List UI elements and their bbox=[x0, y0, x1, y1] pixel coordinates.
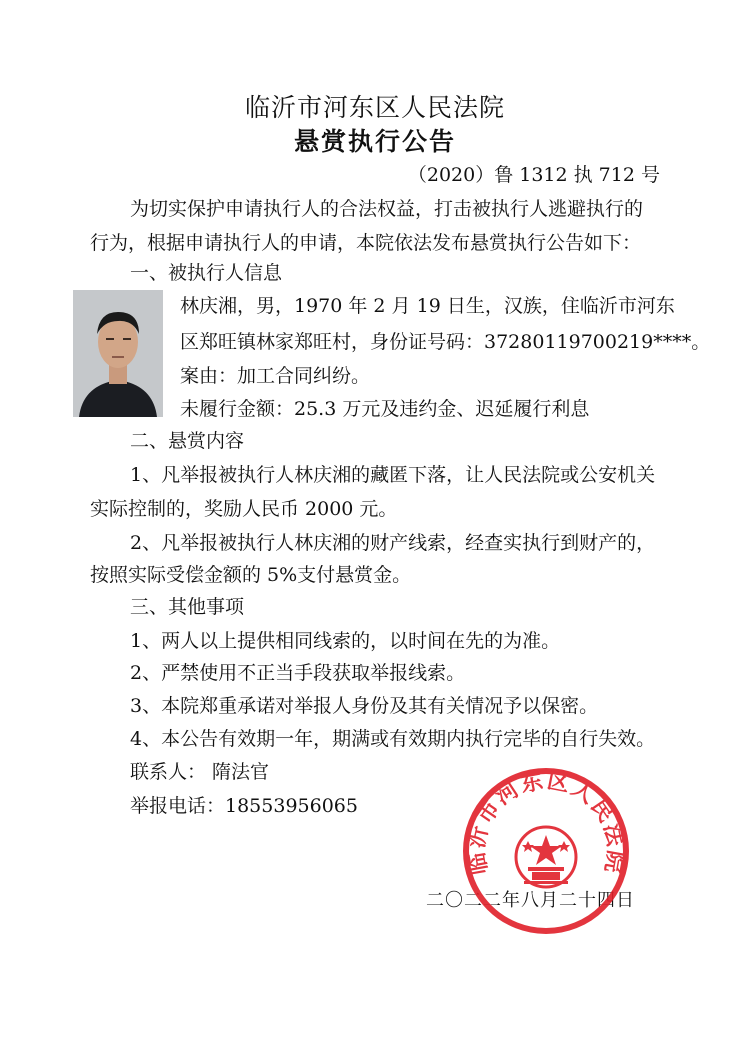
debtor-info-line-1: 林庆湘，男，1970 年 2 月 19 日生，汉族，住临沂市河东 bbox=[180, 295, 675, 317]
court-seal-icon bbox=[460, 765, 632, 937]
reward-item-1-line-2: 实际控制的，奖励人民币 2000 元。 bbox=[90, 498, 398, 520]
svg-text:临沂市河东区人民法院: 临沂市河东区人民法院 bbox=[464, 768, 628, 877]
section-1-heading: 一、被执行人信息 bbox=[130, 262, 283, 284]
other-item-3: 3、本院郑重承诺对举报人身份及其有关情况予以保密。 bbox=[130, 695, 599, 717]
unpaid-amount: 未履行金额：25.3 万元及违约金、迟延履行利息 bbox=[180, 398, 590, 420]
issue-date: 二〇二二年八月二十四日 bbox=[426, 890, 635, 911]
intro-line-1: 为切实保护申请执行人的合法权益，打击被执行人逃避执行的 bbox=[130, 198, 644, 220]
section-2-heading: 二、悬赏内容 bbox=[130, 430, 245, 452]
debtor-info-line-2: 区郑旺镇林家郑旺村，身份证号码：37280119700219****。 bbox=[180, 331, 711, 353]
reward-item-1-line-1: 1、凡举报被执行人林庆湘的藏匿下落，让人民法院或公安机关 bbox=[130, 464, 656, 486]
reward-item-2-line-1: 2、凡举报被执行人林庆湘的财产线索，经查实执行到财产的， bbox=[130, 532, 656, 554]
contact-person: 联系人： 隋法官 bbox=[130, 761, 270, 783]
report-phone: 举报电话：18553956065 bbox=[130, 795, 358, 817]
notice-title: 悬赏执行公告 bbox=[293, 127, 456, 156]
portrait-photo bbox=[73, 290, 163, 417]
court-name: 临沂市河东区人民法院 bbox=[244, 93, 505, 122]
case-cause: 案由：加工合同纠纷。 bbox=[180, 365, 371, 387]
case-number: （2020）鲁 1312 执 712 号 bbox=[407, 164, 660, 186]
other-item-4: 4、本公告有效期一年，期满或有效期内执行完毕的自行失效。 bbox=[130, 728, 656, 750]
intro-line-2: 行为，根据申请执行人的申请，本院依法发布悬赏执行公告如下： bbox=[90, 232, 642, 254]
section-3-heading: 三、其他事项 bbox=[130, 596, 245, 618]
other-item-1: 1、两人以上提供相同线索的，以时间在先的为准。 bbox=[130, 630, 561, 652]
reward-item-2-line-2: 按照实际受偿金额的 5%支付悬赏金。 bbox=[90, 564, 412, 586]
other-item-2: 2、严禁使用不正当手段获取举报线索。 bbox=[130, 662, 466, 684]
